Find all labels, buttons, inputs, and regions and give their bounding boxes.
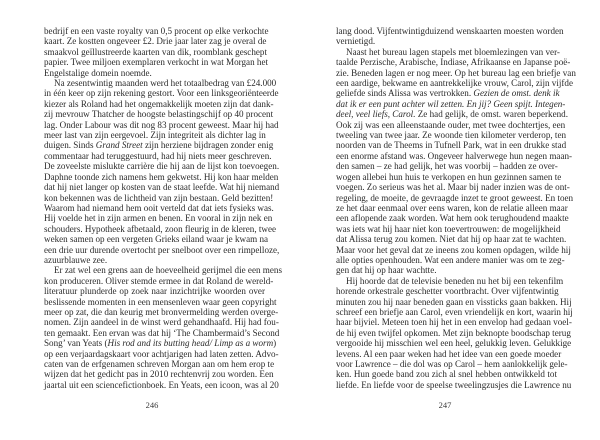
text-line: ken. Hun goede band zou zich al snel hebben ontwikkeld tot (336, 369, 557, 380)
text-line: lang dood. Vijfentwintigduizend wenskaarten moesten worden (336, 26, 564, 36)
text-line: den samen – ze had gelijk, het was voorbij – hadden ze over- (336, 161, 558, 172)
text-line: vergooide hij misschien wel een heel, gelukkig leven. Gelukkige (336, 338, 572, 349)
text-segment: duigen. Sinds (44, 140, 96, 151)
text-line: dat Alissa terug zou komen. Niet dat hij op haar zat te wachten. (336, 234, 567, 245)
text-line: Daphne toonde zich namens hem gekwetst. Hij kon haar melden (44, 171, 279, 182)
text-line: Hij voelde het in zijn armen en benen. En vooral in zijn nek en (44, 213, 273, 224)
text-line: Ook zij was een alleenstaande ouder, met twee dochtertjes, een (336, 119, 566, 130)
text-line: literatuur plunderde op zoek naar inzichtrijke woorden over (44, 286, 265, 297)
text-line (44, 338, 277, 349)
text-line: schreef een briefje aan Carol, even vriendelijk en kort, waarin hij (336, 306, 573, 317)
text-line: op een verjaardagskaart voor achtjarigen had laten zetten. Advo- (44, 348, 279, 359)
text-segment: geliefde sinds Alissa was vertrokken. (336, 88, 474, 99)
text-line: wogen allebei hun huis te verkopen en hun gezinnen samen te (336, 171, 562, 182)
text-line: haar bijviel. Meteen toen hij het in een envelop had gedaan voel- (336, 317, 572, 328)
text-line: tweeling van twee jaar. Ze woonde tien kilometer verderop, ten (336, 130, 567, 141)
text-line: meer op zat, die dan keurig met bronvermelding werden overge- (44, 306, 279, 317)
text-line: weken samen op een vergeten Grieks eiland waar je kwam na (44, 234, 269, 245)
text-line: Waarom had niemand hem ooit verteld dat dat iets fysieks was. (44, 202, 274, 213)
text-line: caten van de erfgenamen schreven Morgan aan om hem erop te (44, 359, 275, 369)
text-line: alle opties openhouden. Wat een andere manier was om te zeg- (336, 254, 565, 265)
text-line: commentaar had teruggestuurd, had hij niets meer geschreven. (44, 150, 272, 161)
text-line: zie. Beneden lagen er nog meer. Op het bureau lag een briefje van (336, 67, 576, 78)
italic-text: His rod and its butting head/ Limp as a worm (107, 338, 274, 349)
text-segment: Ze had gelijk, de omst. waren beperkend. (415, 109, 568, 120)
text-line: de hij even twijfel opkomen. Met zijn beknopte boodschap terug (336, 327, 571, 338)
text-line: meer last van zijn eergevoel. Zijn integriteit als dichter lag in (44, 130, 266, 141)
text-line: Hij hoorde dat de televisie beneden nu het bij een tekenfilm (346, 275, 564, 286)
text-segment: ) (273, 338, 277, 349)
right-page-number: 247 (438, 400, 452, 410)
text-line: nomen. Zijn aandeel in de winst werd gehandhaafd. Hij had fou- (44, 317, 279, 328)
text-line: De zoveelste mislukte carrière die hij aan de lijst kon toevoegen. (44, 161, 280, 172)
text-line: papier. Twee miljoen exemplaren verkocht in wat Morgan het (44, 57, 269, 68)
text-line: was iets wat hij haar niet kon toevertrouwen: de mogelijkheid (336, 223, 561, 234)
left-page-number: 246 (145, 400, 159, 410)
text-line: ten gemaakt. Een ervan was dat hij ‘The Chambermaid’s Second (44, 327, 280, 338)
italic-text: Grand Street (95, 140, 143, 151)
text-segment: zijn herziene bijdragen zonder enig (142, 140, 274, 151)
text-line: azuurblauwe zee. (44, 254, 108, 265)
text-line: Na zesentwintig maanden werd het totaalbedrag van £24.000 (54, 78, 277, 89)
text-line: jaartal uit een sciencefictionboek. En Yeats, een icoon, was al 20 (44, 379, 279, 390)
italic-text: dat ik er een punt achter wil zetten. En jij? Geen spijt. Integen- (336, 98, 566, 109)
text-line (336, 98, 566, 109)
text-line: ze het daar eenmaal over eens waren, kon de relatie alleen maar (336, 202, 568, 213)
text-line: vernietigd. (336, 36, 376, 47)
text-line (336, 88, 560, 99)
right-page-body (336, 26, 576, 390)
text-line: voor Lawrence – die dol was op Carol – hem aanlokkelijk gele- (336, 359, 568, 369)
text-line: Engelstalige domein noemde. (44, 67, 152, 78)
text-line: taalde Perzische, Arabische, Indiase, Afrikaanse en Japanse poë- (336, 57, 571, 68)
text-line: Maar voor het geval dat ze ineens zou komen opdagen, wilde hij (336, 244, 571, 255)
text-line: Er zat wel een grens aan de hoeveelheid gerijmel die een mens (54, 265, 282, 276)
text-segment: Song’ van Yeats ( (44, 338, 108, 349)
text-line: kiezer als Roland had het ongemakkelijk moeten zijn dat dank- (44, 98, 274, 109)
text-line (336, 109, 568, 120)
text-line: gen dat hij op haar wachtte. (336, 265, 437, 276)
text-line: wijzen dat het gedicht pas in 2010 rechtenvrij zou worden. Een (44, 369, 274, 380)
text-line: Naast het bureau lagen stapels met bloemlezingen van ver- (346, 46, 560, 57)
text-line: dat hij niet langer op kosten van de staat leefde. Wat hij niemand (44, 182, 280, 193)
text-line: horende orkestrale geschetter voortbracht. Over vijfentwintig (336, 286, 559, 297)
text-line: kaart. Ze kostten ongeveer £2. Drie jaar later zag je overal de (44, 36, 267, 47)
text-line: een aardige, bekwame en aantrekkelijke vrouw, Carol, zijn vijfde (336, 78, 574, 89)
text-line: levens. Al een paar weken had het idee van een goede moeder (336, 348, 562, 359)
text-line: lag. Onder Labour was dit nog 83 procent geweest. Maar hij had (44, 119, 279, 130)
text-line: een drie uur durende overtocht per snelboot over een rimpelloze, (44, 244, 280, 255)
text-line: minuten zou hij naar beneden gaan en vissticks gaan bakken. Hij (336, 296, 572, 307)
text-line: regeling, de moeite, de gevraagde inzet te groot geweest. En toen (336, 192, 574, 203)
text-line: noorden van de Theems in Tufnell Park, wat in een drukke stad (336, 140, 567, 151)
text-line (44, 140, 274, 151)
text-line: smaakvol geïllustreerde kaarten van dik, roomblank geschept (44, 46, 267, 57)
text-line: kon bekennen was de lichtheid van zijn bestaan. Geld bezitten! (44, 192, 274, 203)
text-line: voegen. Zo serieus was het al. Maar bij nader inzien was de ont- (336, 182, 570, 193)
text-line: kon produceren. Oliver stemde ermee in dat Roland de wereld- (44, 275, 274, 286)
text-line: in één keer op zijn rekening gestort. Voor een linksgeoriënteerde (44, 88, 279, 99)
text-line: bedrijf en een vaste royalty van 0,5 procent op elke verkochte (44, 26, 269, 36)
italic-text: deel, veel liefs, Carol. (336, 109, 416, 120)
text-line: liefde. En liefde voor de speelse tweelingzusjes die Lawrence nu (336, 379, 572, 390)
text-line: een enorme afstand was. Ongeveer halverwege hun negen maan- (336, 150, 573, 161)
text-line: schouders. Hypotheek afbetaald, zoon fleurig in de kleren, twee (44, 223, 277, 234)
text-line: beslissende momenten in een mensenleven waar geen copyright (44, 296, 277, 307)
italic-text: Gezien de omst. denk ik (473, 88, 560, 99)
left-page-body (44, 26, 282, 390)
text-line: een aflopende zaak worden. Wat hem ook terughoudend maakte (336, 213, 569, 224)
text-line: zij mevrouw Thatcher de hoogste belastingschijf op 40 procent (44, 109, 274, 120)
